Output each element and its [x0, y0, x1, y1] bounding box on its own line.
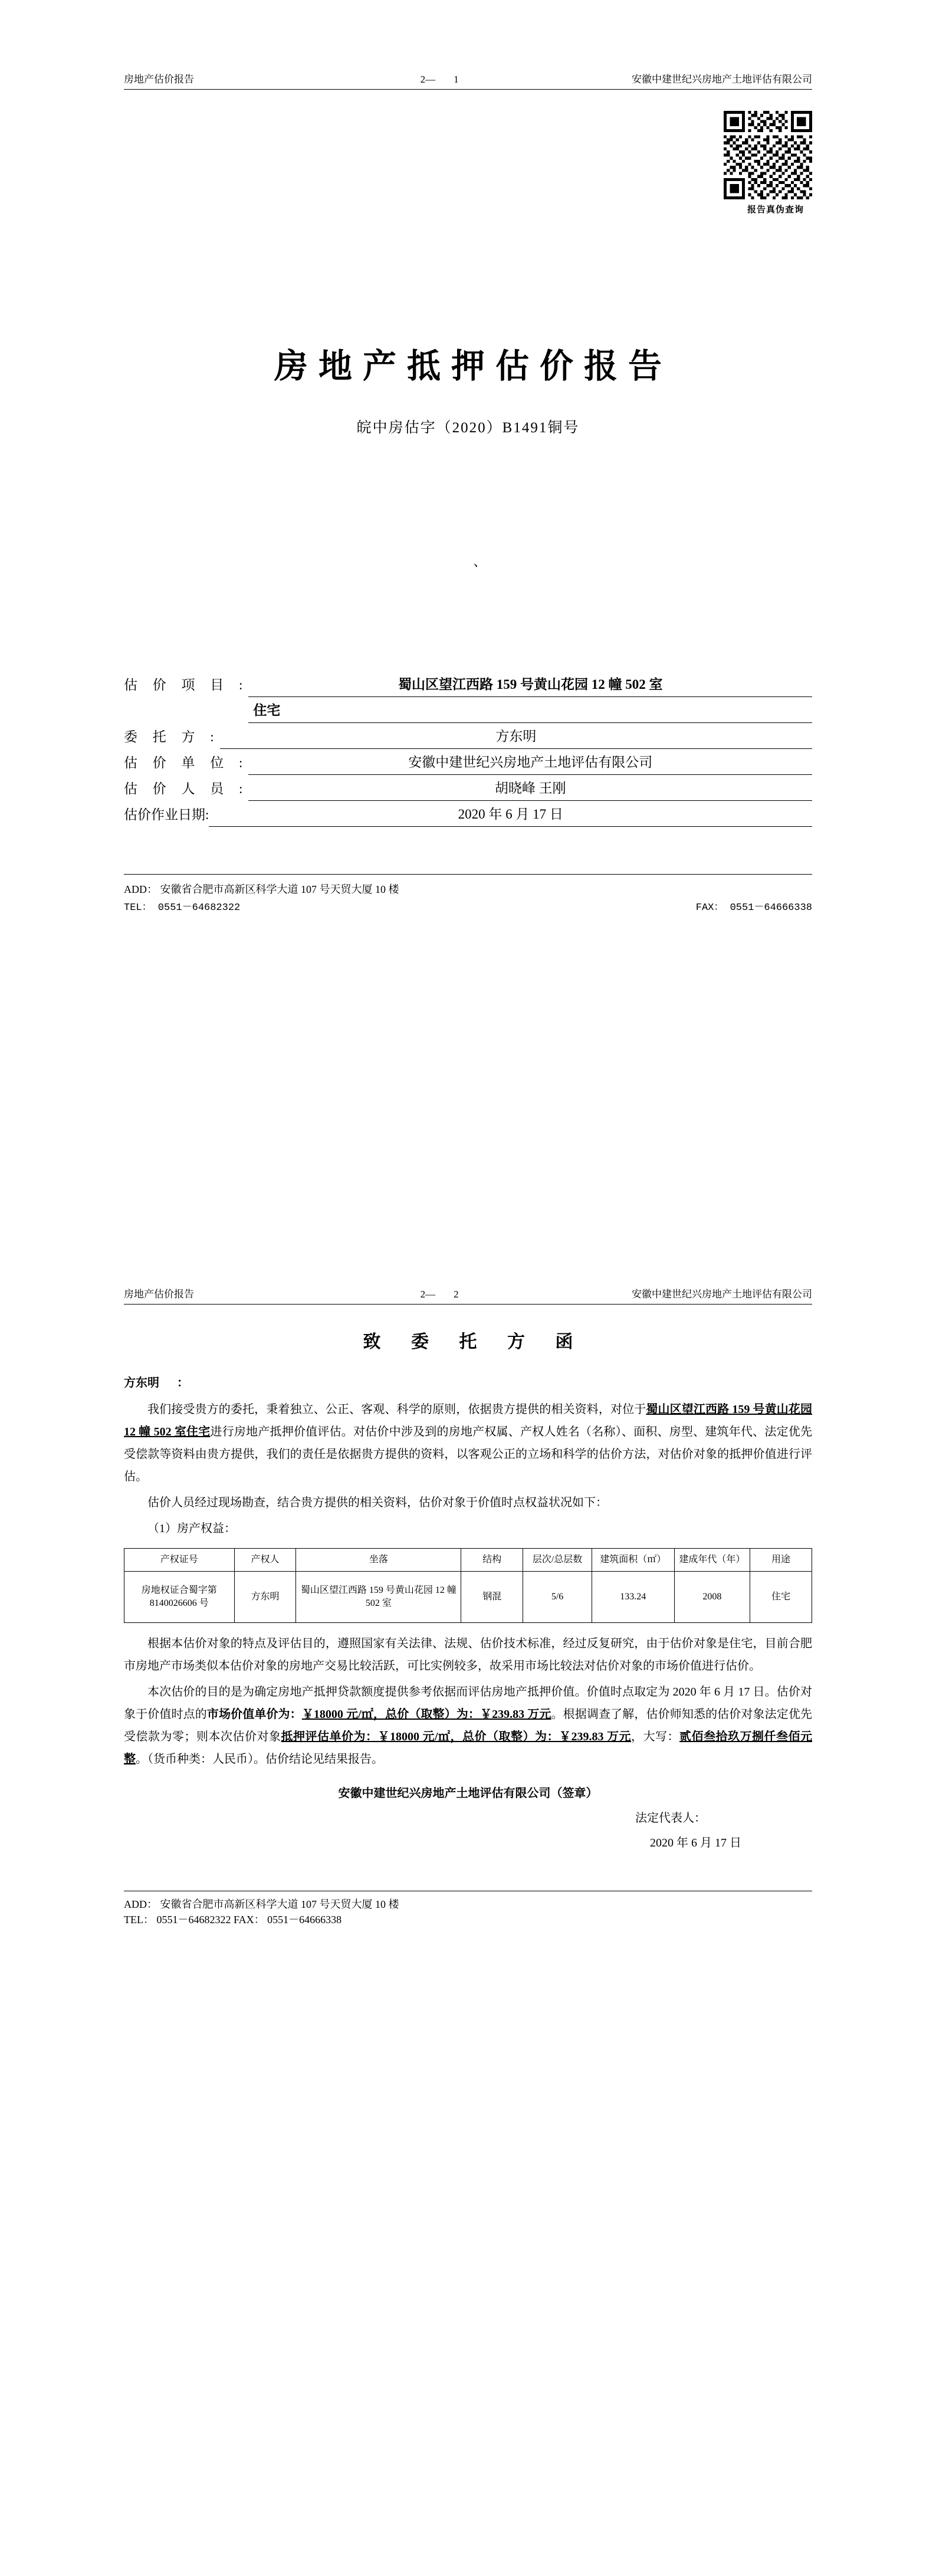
cell-floor: 5/6: [523, 1572, 592, 1623]
field-appraisers: [124, 777, 812, 801]
para4-market-value-label: 市场价值单价为：: [206, 1708, 302, 1721]
cell-location: 蜀山区望江西路 159 号黄山花园 12 幢 502 室: [296, 1572, 461, 1623]
cell-area: 133.24: [592, 1572, 674, 1623]
field-appraisal-company: [124, 751, 812, 775]
para4-part2: 。根据调查了解，估价师知悉的估价对象法定优先受偿款为零；则本次估价对象: [124, 1708, 813, 1743]
letter-paragraph-2: 估价人员经过现场勘查，结合贵方提供的相关资料，估价对象于价值时点权益状况如下：: [147, 1496, 607, 1509]
page-label-2: 2—: [420, 1289, 436, 1300]
para4-amount-in-words: 贰佰叁拾玖万捌仟叁佰元整: [124, 1730, 813, 1766]
qr-caption: 报告真伪查询: [747, 205, 804, 215]
footer-contact-2: [124, 1911, 812, 1927]
table-row: [124, 1572, 812, 1623]
footer-fax: FAX： 0551－64666338: [695, 902, 812, 914]
running-header-page: [344, 74, 550, 86]
addressee-colon: ：: [177, 1376, 189, 1389]
footer-tel: TEL： 0551－64682322: [124, 902, 241, 914]
letter-page: [0, 1286, 936, 1962]
cell-structure: 钢混: [461, 1572, 523, 1623]
field-value-project[interactable]: 蜀山区望江西路 159 号黄山花园 12 幢 502 室: [248, 673, 812, 697]
field-value-appraisal-company[interactable]: 安徽中建世纪兴房地产土地评估有限公司: [248, 751, 812, 775]
field-label-appraisers: 估 价 人 员 :: [124, 781, 249, 796]
para4-market-value: ￥18000 元/㎡，总价（取整）为：￥239.83 万元: [301, 1708, 551, 1721]
col-location: 坐落: [296, 1549, 461, 1572]
letter-section-label: （1）房产权益：: [147, 1522, 236, 1535]
col-year-built: 建成年代（年）: [674, 1549, 750, 1572]
page-title: 房地产抵押估价报告: [274, 348, 672, 385]
field-label-project: 估 价 项 目 :: [124, 678, 249, 692]
qr-block: [124, 111, 812, 215]
tick-mark: 、: [473, 554, 487, 569]
para1-part1: 我们接受贵方的委托，秉着独立、公正、客观、科学的原则，依据贵方提供的相关资料，对位于: [147, 1403, 646, 1416]
addressee-name: 方东明: [124, 1376, 159, 1389]
field-project-line2: [124, 699, 812, 723]
running-header-2: [124, 1286, 812, 1305]
running-header-left: 房地产估价报告: [124, 74, 194, 85]
qr-code-icon[interactable]: [724, 111, 812, 199]
running-header-right: 安徽中建世纪兴房地产土地评估有限公司: [631, 74, 812, 85]
letter-paragraph-1: [124, 1398, 812, 1488]
col-floor: 层次/总层数: [523, 1549, 592, 1572]
running-header-page-2: [344, 1289, 550, 1300]
col-certificate-no: 产权证号: [124, 1549, 235, 1572]
signature-block: [124, 1781, 812, 1855]
property-rights-table: [124, 1548, 812, 1623]
letter-title: 致 委 托 方 函: [363, 1332, 586, 1352]
page-number: 1: [454, 74, 460, 85]
cover-fields: [124, 673, 812, 827]
page-footer-1: [124, 874, 812, 914]
signature-company: 安徽中建世纪兴房地产土地评估有限公司（签章）: [338, 1787, 598, 1800]
report-number: 皖中房估字（2020）B1491铜号: [356, 420, 580, 436]
page-footer-2: [124, 1891, 812, 1927]
para4-part1: 本次估价的目的是为确定房地产抵押贷款额度提供参考依据而评估房地产抵押价值。价值时点取定为 2020 年 6 月 17 日。估价对象于价值时点的: [124, 1685, 812, 1721]
field-project: [124, 673, 812, 697]
running-header-right-2: 安徽中建世纪兴房地产土地评估有限公司: [631, 1289, 812, 1300]
signature-legal-rep: 法定代表人：: [635, 1812, 706, 1825]
field-value-date[interactable]: 2020 年 6 月 17 日: [209, 803, 812, 827]
footer-tel-2: TEL： 0551－64682322: [124, 1914, 231, 1926]
field-value-appraisers[interactable]: 胡晓峰 王刚: [248, 777, 812, 801]
cell-certificate-no: 房地权证合蜀字第 8140026606 号: [124, 1572, 235, 1623]
footer-fax-2: FAX： 0551－64666338: [234, 1914, 342, 1926]
letter-paragraph-4: [124, 1681, 812, 1770]
cell-owner: 方东明: [234, 1572, 296, 1623]
field-client: [124, 725, 812, 749]
field-value-project-cont[interactable]: 住宅: [248, 699, 812, 723]
para4-part4: 。（货币种类：人民币）。估价结论见结果报告。: [136, 1753, 383, 1766]
col-area: 建筑面积（㎡）: [592, 1549, 674, 1572]
field-date: [124, 803, 812, 827]
cover-page: [0, 0, 936, 1286]
col-usage: 用途: [750, 1549, 812, 1572]
cell-usage: 住宅: [750, 1572, 812, 1623]
running-header-left-2: 房地产估价报告: [124, 1289, 194, 1300]
para1-part2: 进行房地产抵押价值评估。对估价中涉及到的房地产权属、产权人姓名（名称）、面积、房型、建筑年代、法定优先受偿款等资料由贵方提供，我们的责任是依据贵方提供的资料，以客观公正的立场和科学的估价方法，对估价对象的抵押价值进行评估。: [124, 1425, 813, 1483]
field-label-client: 委 托 方 :: [124, 730, 220, 744]
field-label-date: 估价作业日期:: [124, 807, 209, 822]
footer-contact: [124, 898, 812, 914]
letter-addressee: [124, 1373, 812, 1390]
signature-date: 2020 年 6 月 17 日: [650, 1836, 741, 1849]
para4-part3: ，大写：: [631, 1730, 680, 1743]
table-header-row: [124, 1549, 812, 1572]
footer-address: ADD： 安徽省合肥市高新区科学大道 107 号天贸大厦 10 楼: [124, 883, 399, 895]
field-label-appraisal-company: 估 价 单 位 :: [124, 755, 249, 770]
footer-address-2: ADD： 安徽省合肥市高新区科学大道 107 号天贸大厦 10 楼: [124, 1898, 399, 1910]
para1-property: 蜀山区望江西路 159 号黄山花园 12 幢 502 室住宅: [124, 1403, 813, 1438]
para4-mortgage-value: 抵押评估单价为：￥18000 元/㎡，总价（取整）为：￥239.83 万元: [281, 1730, 632, 1743]
cell-year-built: 2008: [674, 1572, 750, 1623]
field-value-client[interactable]: 方东明: [220, 725, 812, 749]
running-header: [124, 71, 812, 90]
letter-paragraph-3: 根据本估价对象的特点及评估目的，遵照国家有关法律、法规、估价技术标准，经过反复研究，由于估价对象是住宅，目前合肥市房地产市场类似本估价对象的房地产交易比较活跃，可比实例较多，故采用市场比较法对估价对象的市场价值进行估价。: [124, 1637, 812, 1673]
col-owner: 产权人: [234, 1549, 296, 1572]
page-number-2: 2: [454, 1289, 460, 1300]
col-structure: 结构: [461, 1549, 523, 1572]
page-label: 2—: [420, 74, 436, 85]
